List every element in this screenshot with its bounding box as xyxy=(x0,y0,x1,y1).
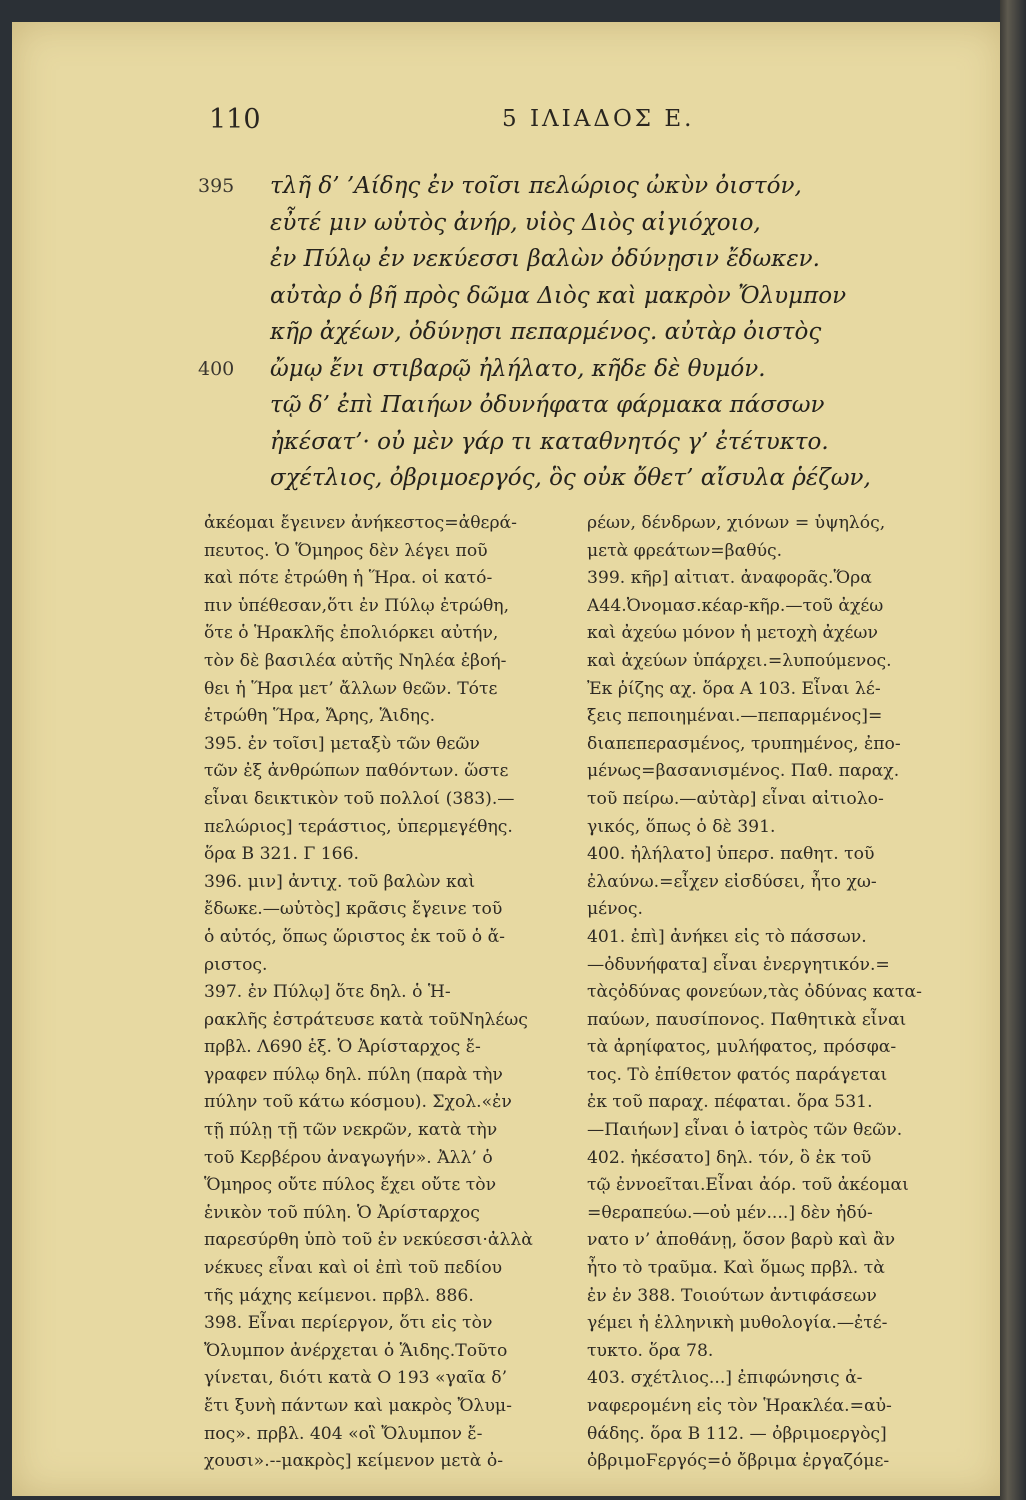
verse-text: εὖτέ μιν ωὑτὸς ἀνήρ, υἱὸς Διὸς αἰγιόχοιο, xyxy=(270,209,761,236)
commentary-line: ἐλαύνω.=εἶχεν εἰσδύσει, ἦτο χω- xyxy=(587,871,877,892)
commentary-line: ἔδωκε.—ωὑτὸς] κρᾶσις ἔγεινε τοῦ xyxy=(204,899,503,920)
commentary-line: ὅτε ὁ Ἡρακλῆς ἐπολιόρκει αὐτήν, xyxy=(204,623,499,644)
verse-line xyxy=(12,387,1004,424)
commentary-line: γέμει ἡ ἑλληνικὴ μυθολογία.—ἐτέ- xyxy=(587,1313,888,1334)
commentary-line: τὸν δὲ βασιλέα αὐτῆς Νηλέα ἐβοή- xyxy=(204,650,507,671)
commentary-line: =θεραπεύω.—οὐ μέν....] δὲν ἠδύ- xyxy=(587,1202,873,1223)
commentary-line: τῇ πύλῃ τῇ τῶν νεκρῶν, κατὰ τὴν xyxy=(204,1120,498,1141)
commentary-column-left xyxy=(204,510,589,1476)
verse-text: ὤμῳ ἔνι στιβαρῷ ἠλήλατο, κῆδε δὲ θυμόν. xyxy=(270,355,766,382)
commentary-line: μένως=βασανισμένος. Παθ. παραχ. xyxy=(587,761,900,782)
commentary-line: ριστος. xyxy=(204,954,268,975)
commentary-line: Ὅμηρος οὔτε πύλος ἔχει οὔτε τὸν xyxy=(204,1175,497,1196)
commentary-line: καὶ πότε ἐτρώθη ἡ Ἥρα. οἱ κατό- xyxy=(204,568,493,589)
commentary-line: γίνεται, διότι κατὰ Ο 193 «γαῖα δ’ xyxy=(204,1368,508,1389)
commentary-line: 402. ἠκέσατο] δηλ. τόν, ὃ ἐκ τοῦ xyxy=(587,1147,872,1168)
verse-line xyxy=(12,424,1004,461)
commentary-line: ἀκέομαι ἔγεινεν ἀνήκεστος=ἀθερά- xyxy=(204,513,517,533)
commentary-line: θει ἡ Ἥρα μετ’ ἄλλων θεῶν. Τότε xyxy=(204,678,498,699)
commentary-line: ὀβριμοϜεργός=ὁ ὄβριμα ἐργαζόμε- xyxy=(587,1451,890,1472)
commentary-line: τοῦ Κερβέρου ἀναγωγήν». Ἀλλ’ ὁ xyxy=(204,1147,493,1168)
verse-text: ἠκέσατ’· οὐ μὲν γάρ τι καταθνητός γ’ ἐτέτυκτο. xyxy=(270,428,829,455)
commentary-line: παύων, παυσίπονος. Παθητικὰ εἶναι xyxy=(587,1009,907,1030)
commentary-line: ρακλῆς ἐστράτευσε κατὰ τοῦΝηλέως xyxy=(204,1009,528,1030)
commentary-line: πευτος. Ὁ Ὅμηρος δὲν λέγει ποῦ xyxy=(204,540,488,561)
commentary-line: τυκτο. ὅρα 78. xyxy=(587,1340,714,1361)
commentary-line: καὶ ἀχεύων ὑπάρχει.=λυπούμενος. xyxy=(587,650,892,671)
commentary-line: Α44.Ὀνομασ.κέαρ-κῆρ.—τοῦ ἀχέω xyxy=(587,595,884,616)
verse-text: τῷ δ’ ἐπὶ Παιήων ὀδυνήφατα φάρμακα πάσσων xyxy=(270,392,825,418)
scan-background-top xyxy=(0,0,1026,22)
commentary-line: 396. μιν] ἀντιχ. τοῦ βαλὼν καὶ xyxy=(204,871,476,892)
commentary-line: χουσι».--μακρὸς] κείμενον μετὰ ὀ- xyxy=(204,1451,504,1472)
commentary-line: τῶν ἐξ ἀνθρώπων παθόντων. ὥστε xyxy=(204,761,509,782)
commentary-line: νέκυες εἶναι καὶ οἱ ἐπὶ τοῦ πεδίου xyxy=(204,1258,503,1279)
page-number: 110 xyxy=(209,104,261,135)
page-header xyxy=(12,104,1004,144)
commentary-line: παρεσύρθη ὑπὸ τοῦ ἐν νεκύεσσι·ἀλλὰ xyxy=(204,1230,533,1251)
book-page xyxy=(12,22,1004,1496)
verse-block xyxy=(12,168,1004,497)
verse-number: 395 xyxy=(198,175,235,197)
commentary-line: Ἐκ ῥίζης αχ. ὅρα Α 103. Εἶναι λέ- xyxy=(587,678,881,699)
commentary-line: μετὰ φρεάτων=βαθύς. xyxy=(587,540,783,561)
verse-line xyxy=(12,205,1004,242)
verse-text: κῆρ ἀχέων, ὀδύνῃσι πεπαρμένος. αὐτὰρ ὀιστὸς xyxy=(270,319,822,345)
commentary-line: 398. Εἶναι περίεργον, ὅτι εἰς τὸν xyxy=(204,1313,493,1334)
commentary-line: τοῦ πείρω.—αὐτὰρ] εἶναι αἰτιολο- xyxy=(587,788,884,809)
commentary-line: γραφεν πύλῳ δηλ. πύλη (παρὰ τὴν xyxy=(204,1064,503,1085)
commentary-line: —ὀδυνήφατα] εἶναι ἐνεργητικόν.= xyxy=(587,954,890,975)
verse-line xyxy=(12,278,1004,315)
verse-line xyxy=(12,351,1004,388)
commentary-line: 395. ἐν τοῖσι] μεταξὺ τῶν θεῶν xyxy=(204,733,480,754)
verse-number: 400 xyxy=(198,357,235,380)
commentary-line: θάδης. ὅρα Β 112. — ὀβριμοεργὸς] xyxy=(587,1423,887,1444)
commentary-line: 400. ἠλήλατο] ὑπερσ. παθητ. τοῦ xyxy=(587,844,875,865)
commentary-line: τὰ ἀρηίφατος, μυλήφατος, πρόσφα- xyxy=(587,1037,897,1058)
commentary-line: νατο ν’ ἀποθάνῃ, ὅσον βαρὺ καὶ ἂν xyxy=(587,1230,896,1251)
commentary-line: πος». πρβλ. 404 «οἳ Ὄλυμπον ἔ- xyxy=(204,1423,483,1444)
commentary-line: εἶναι δεικτικὸν τοῦ πολλοί (383).— xyxy=(204,788,515,809)
commentary-line: πελώριος] τεράστιος, ὑπερμεγέθης. xyxy=(204,816,513,837)
commentary-line: ἦτο τὸ τραῦμα. Καὶ ὅμως πρβλ. τὰ xyxy=(587,1258,885,1279)
verse-line xyxy=(12,168,1004,205)
commentary-line: τὰςὀδύνας φονεύων,τὰς ὀδύνας κατα- xyxy=(587,982,922,1003)
verse-line xyxy=(12,314,1004,351)
commentary-line: τῷ ἐννοεῖται.Εἶναι ἀόρ. τοῦ ἀκέομαι xyxy=(587,1175,909,1196)
commentary-line: 401. ἐπὶ] ἀνήκει εἰς τὸ πάσσων. xyxy=(587,926,867,947)
commentary-line: πρβλ. Λ690 ἑξ. Ὁ Ἀρίσταρχος ἔ- xyxy=(204,1037,481,1058)
commentary-line: ὁ αὐτός, ὅπως ὥριστος ἐκ τοῦ ὁ ἄ- xyxy=(204,926,505,947)
commentary-line: ὅρα Β 321. Γ 166. xyxy=(204,844,360,865)
commentary-line: πύλην τοῦ κάτω κόσμου). Σχολ.«ἐν xyxy=(204,1092,512,1113)
commentary-line: καὶ ἀχεύω μόνον ἡ μετοχὴ ἀχέων xyxy=(587,623,878,644)
page-edge xyxy=(1000,0,1026,1500)
commentary-line: Ὄλυμπον ἀνέρχεται ὁ Ἅιδης.Τοῦτο xyxy=(204,1340,508,1361)
verse-text: ἐν Πύλῳ ἐν νεκύεσσι βαλὼν ὀδύνῃσιν ἔδωκεν. xyxy=(270,246,820,272)
commentary-line: ἑνικὸν τοῦ πύλη. Ὁ Ἀρίσταρχος xyxy=(204,1202,480,1223)
commentary-line: 397. ἐν Πύλῳ] ὅτε δηλ. ὁ Ἡ- xyxy=(204,982,451,1003)
commentary-line: ἐτρώθη Ἥρα, Ἄρης, Ἅιδης. xyxy=(204,706,436,727)
verse-line xyxy=(12,460,1004,497)
commentary-line: ναφερομένη εἰς τὸν Ἡρακλέα.=αὐ- xyxy=(587,1396,892,1416)
verse-text: σχέτλιος, ὀβριμοεργός, ὃς οὐκ ὄθετ’ αἴσυλα ῥέζων, xyxy=(270,465,871,491)
commentary-column-right xyxy=(587,510,972,1476)
commentary-line: ξεις πεποιημέναι.—πεπαρμένος]= xyxy=(587,706,883,727)
verse-text: τλῆ δ’ ’Αίδης ἐν τοῖσι πελώριος ὠκὺν ὀιστόν, xyxy=(270,173,802,199)
commentary-line: 399. κῆρ] αἰτιατ. ἀναφορᾶς.Ὅρα xyxy=(587,568,872,589)
commentary-line: γικός, ὅπως ὁ δὲ 391. xyxy=(587,816,776,837)
verse-text: αὐτὰρ ὁ βῆ πρὸς δῶμα Διὸς καὶ μακρὸν Ὄλυμπον xyxy=(270,282,847,309)
commentary-line: πιν ὑπέθεσαν,ὅτι ἐν Πύλῳ ἐτρώθη, xyxy=(204,595,510,616)
commentary-line: μένος. xyxy=(587,899,643,920)
verse-line xyxy=(12,241,1004,278)
commentary-line: διαπεπερασμένος, τρυπημένος, ἐπο- xyxy=(587,733,901,754)
commentary-line: ἔτι ξυνὴ πάντων καὶ μακρὸς Ὄλυμ- xyxy=(204,1396,512,1416)
commentary-line: τῆς μάχης κείμενοι. πρβλ. 886. xyxy=(204,1285,474,1306)
commentary-line: ἐκ τοῦ παραχ. πέφαται. ὅρα 531. xyxy=(587,1092,873,1113)
commentary-line: —Παιήων] εἶναι ὁ ἰατρὸς τῶν θεῶν. xyxy=(587,1120,903,1141)
running-head: 5 ΙΛΙΑΔΟΣ Ε. xyxy=(502,106,695,132)
commentary-line: τος. Τὸ ἐπίθετον φατός παράγεται xyxy=(587,1064,888,1085)
commentary-line: ρέων, δένδρων, χιόνων = ὑψηλός, xyxy=(587,513,886,533)
commentary-line: ἐν ἐν 388. Τοιούτων ἀντιφάσεων xyxy=(587,1285,877,1306)
commentary-line: 403. σχέτλιος...] ἐπιφώνησις ἀ- xyxy=(587,1368,863,1389)
